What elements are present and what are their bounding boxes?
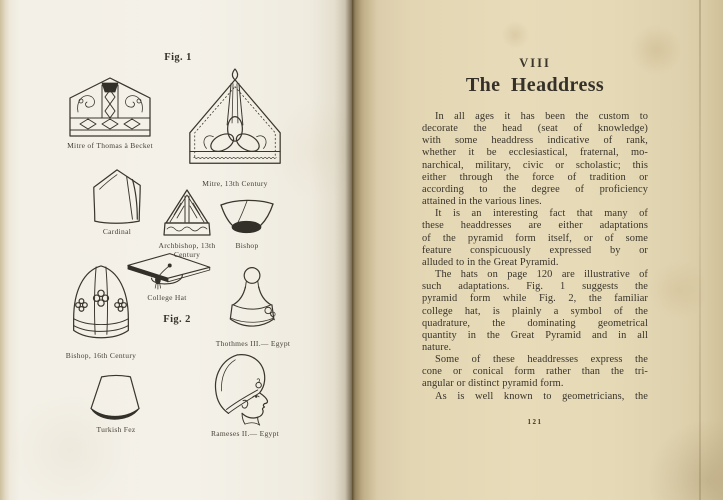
archbishop-mitre-illustration	[162, 188, 212, 238]
paragraph	[422, 111, 648, 208]
paragraph	[422, 354, 648, 390]
text-line: with some headdress indicative of rank,	[422, 135, 648, 147]
text-line: It is an interesting fact that many of	[435, 208, 648, 220]
fig2-label: Fig. 2	[163, 314, 191, 325]
right-page	[352, 0, 723, 500]
text-line: quadrature, the dominating geometrical	[422, 317, 648, 329]
chapter-number: VIII	[519, 56, 551, 70]
text-line: pyramid form while Fig. 2, the familiar	[422, 293, 648, 305]
body-text	[422, 111, 648, 403]
cardinal-hat-illustration	[89, 166, 145, 224]
text-line: As is well known to geometricians, the	[435, 390, 648, 402]
figure-thothmes	[216, 266, 290, 348]
caption-rameses: Rameses II.— Egypt	[210, 429, 280, 438]
paragraph	[422, 208, 648, 269]
figure-rameses	[204, 352, 286, 438]
caption-college-hat: College Hat	[147, 293, 187, 302]
chapter-title: The Headdress	[465, 74, 605, 96]
caption-cardinal: Cardinal	[102, 227, 132, 236]
text-line: In all ages it has been the custom to	[435, 111, 648, 122]
figure-archbishop	[158, 188, 216, 259]
caption-thothmes: Thothmes III.— Egypt	[215, 339, 291, 348]
text-line: angular or distinct pyramid form.	[422, 378, 564, 390]
caption-mitre-13th: Mitre, 13th Century	[202, 179, 268, 188]
mitre-becket-illustration	[66, 74, 154, 138]
fig1-label: Fig. 1	[164, 52, 192, 63]
caption-archbishop: Archbishop, 13th Century	[158, 241, 216, 259]
text-line: alluded to in the Great Pyramid.	[422, 256, 559, 268]
page-number: 121	[527, 418, 543, 426]
caption-bishop: Bishop	[235, 241, 259, 250]
turkish-fez-illustration	[84, 374, 148, 422]
text-line: feature conspicuously expressed by or	[422, 244, 648, 256]
caption-bishop-16th: Bishop, 16th Century	[65, 351, 137, 360]
caption-turkish-fez: Turkish Fez	[96, 425, 136, 434]
text-line: college hat, is plainly a symbol of the	[422, 305, 648, 317]
page-crease	[699, 0, 701, 500]
figure-mitre-13th	[182, 68, 288, 188]
text-line: narchical, military, civic or scholastic; this	[422, 159, 648, 171]
text-line: decorate the head (seat of knowledge)	[422, 123, 648, 135]
mitre-13th-century-illustration	[186, 68, 284, 176]
paragraph	[422, 269, 648, 354]
text-line: according to the degree of proficiency	[422, 183, 648, 195]
text-line: these headdresses are either adaptations	[422, 220, 648, 232]
left-page	[0, 0, 352, 500]
text-line: Some of these headdresses express the	[435, 354, 648, 366]
text-line: cone or conical form rather than the tri-	[422, 366, 648, 378]
thothmes-crown-illustration	[219, 266, 287, 336]
figure-turkish-fez	[82, 374, 150, 434]
text-line: of the pyramid form itself, or of some	[422, 232, 648, 244]
text-line: attained in the various lines.	[422, 196, 542, 208]
figure-bishop	[216, 196, 278, 250]
bishop-16th-century-mitre-illustration	[63, 264, 139, 348]
text-line: nature.	[422, 341, 452, 353]
text-line: quantity in the Great Pyramid and in all	[422, 329, 648, 341]
text-line: The hats on page 120 are illustrative of	[435, 269, 648, 281]
text-line: either through the force of tradition or	[422, 171, 648, 183]
caption-mitre-becket: Mitre of Thomas à Becket	[67, 141, 153, 150]
rameses-headdress-illustration	[207, 352, 283, 426]
figure-cardinal	[84, 166, 150, 236]
figure-bishop-16th	[60, 264, 142, 360]
text-line: such adaptations. Fig. 1 suggests the	[422, 281, 648, 293]
paragraph	[422, 391, 648, 403]
text-line: whether it be ecclesiastical, fraternal, mo-	[422, 147, 648, 159]
figure-mitre-becket	[52, 74, 168, 150]
bishop-hat-illustration	[218, 196, 276, 238]
